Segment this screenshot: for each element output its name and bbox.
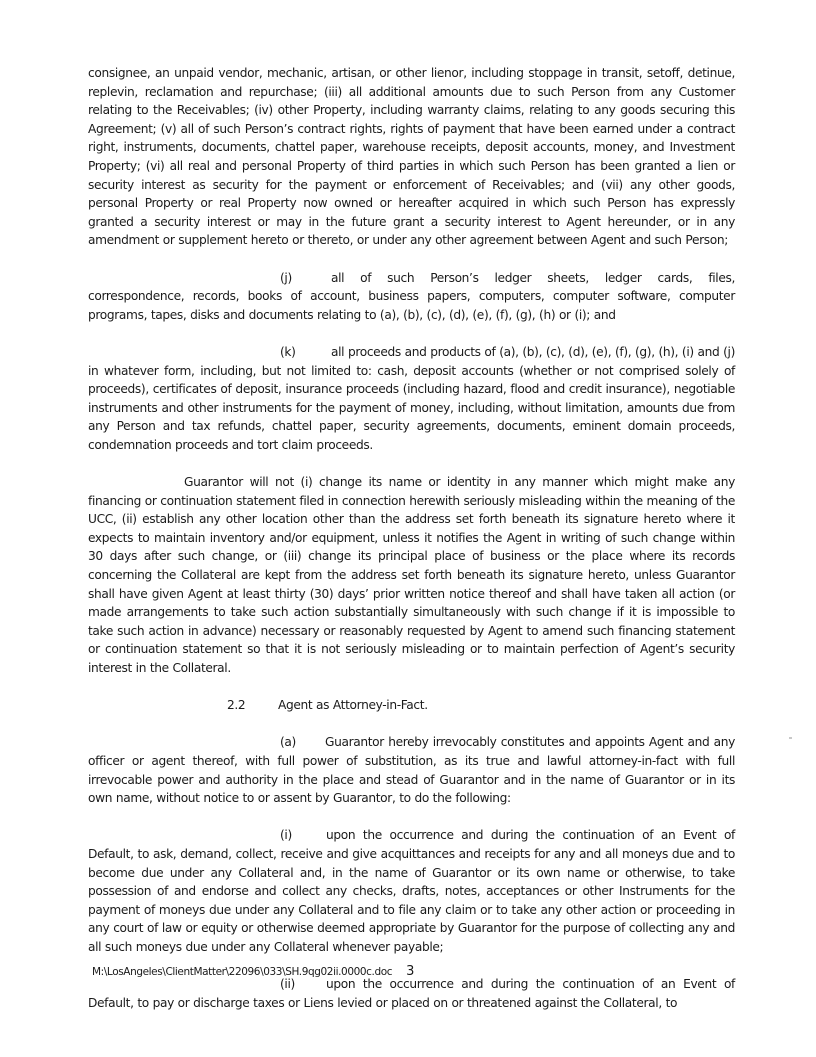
clause-ii [88, 975, 735, 1012]
clause-marker: (ii) [280, 977, 295, 992]
clause-k [88, 343, 735, 455]
clause-marker: (k) [280, 344, 296, 359]
clause-marker: (j) [280, 270, 292, 285]
clause-marker: (a) [280, 735, 296, 750]
document-page [88, 64, 735, 1031]
page-footer [92, 964, 414, 979]
clause-j [88, 269, 735, 325]
clause-text: all proceeds and products of (a), (b), (c), (d), (e), (f), (g), (h), (i) and (j) in whatever form, including, but not limited to: cash, deposit accounts (whether or not comprised solely of proceeds), certificates of deposit, insurance proceeds (including hazard, flood and credit insurance), negotiable instruments and other instruments for the payment of money, including, without limitation, amounts due from any Person and tax refunds, chattel paper, security agreements, documents, eminent domain proceeds, condemnation proceeds and tort claim proceeds. [88, 344, 735, 452]
clause-text: Guarantor hereby irrevocably constitutes and appoints Agent and any officer or agent thereof, with full power of substitution, as its true and lawful attorney-in-fact with full irrevocable power and authority in the place and stead of Guarantor and in the name of Guarantor or in its own name, without notice to or assent by Guarantor, to do the following: [88, 735, 735, 806]
scan-artifact [789, 737, 792, 739]
clause-i [88, 826, 735, 956]
clause-text: all of such Person’s ledger sheets, ledger cards, files, correspondence, records, books of account, business papers, computers, computer software, computer programs, tapes, disks and documents relating to (a), (b), (c), (d), (e), (f), (g), (h) or (i); and [88, 270, 735, 322]
file-path: M:\LosAngeles\ClientMatter\22096\033\SH.9qg02ii.0000c.doc [92, 966, 393, 978]
page-number: 3 [406, 964, 415, 979]
section-number: 2.2 [227, 698, 246, 713]
section-title: Agent as Attorney-in-Fact. [278, 698, 428, 713]
section-heading [88, 696, 735, 715]
paragraph-continuation: consignee, an unpaid vendor, mechanic, artisan, or other lienor, including stoppage in transit, setoff, detinue, replevin, reclamation and repurchase; (iii) all additional amounts due to such Person from any Customer relating to the Receivables; (iv) other Property, including warranty claims, relating to any goods securing this Agreement; (v) all of such Person’s contract rights, rights of payment that have been earned under a contract right, instruments, documents, chattel paper, warehouse receipts, deposit accounts, money, and Investment Property; (vi) all real and personal Property of third parties in which such Person has been granted a lien or security interest as security for the payment or enforcement of Receivables; and (vii) any other goods, personal Property or real Property now owned or hereafter acquired in which such Person has expressly granted a security interest or may in the future grant a security interest to Agent hereunder, or in any amendment or supplement hereto or thereto, or under any other agreement between Agent and such Person; [88, 66, 735, 248]
paragraph-guarantor-covenant: Guarantor will not (i) change its name or identity in any manner which might make any financing or continuation statement filed in connection herewith seriously misleading within the meaning of the UCC, (ii) establish any other location other than the address set forth beneath its signature hereto where it expects to maintain inventory and/or equipment, unless it notifies the Agent in writing of such change within 30 days after such change, or (iii) change its principal place of business or the place where its records concerning the Collateral are kept from the address set forth beneath its signature hereto, unless Guarantor shall have given Agent at least thirty (30) days’ prior written notice thereof and shall have taken all action (or made arrangements to take such action substantially simultaneously with such change if it is impossible to take such action in advance) necessary or reasonably requested by Agent to amend such financing statement or continuation statement so that it is not seriously misleading or to maintain perfection of Agent’s security interest in the Collateral. [88, 475, 735, 675]
clause-a [88, 733, 735, 807]
clause-text: upon the occurrence and during the continuation of an Event of Default, to pay or discharge taxes or Liens levied or placed on or threatened against the Collateral, to [88, 977, 735, 1010]
clause-marker: (i) [280, 828, 292, 843]
clause-text: upon the occurrence and during the continuation of an Event of Default, to ask, demand, collect, receive and give acquittances and receipts for any and all moneys due and to become due under any Collateral and, in the name of Guarantor or its own name or otherwise, to take possession of and endorse and collect any checks, drafts, notes, acceptances or other Instruments for the payment of moneys due under any Collateral and to file any claim or to take any other action or proceeding in any court of law or equity or otherwise deemed appropriate by Guarantor for the purpose of collecting any and all such moneys due under any Collateral whenever payable; [88, 828, 735, 954]
